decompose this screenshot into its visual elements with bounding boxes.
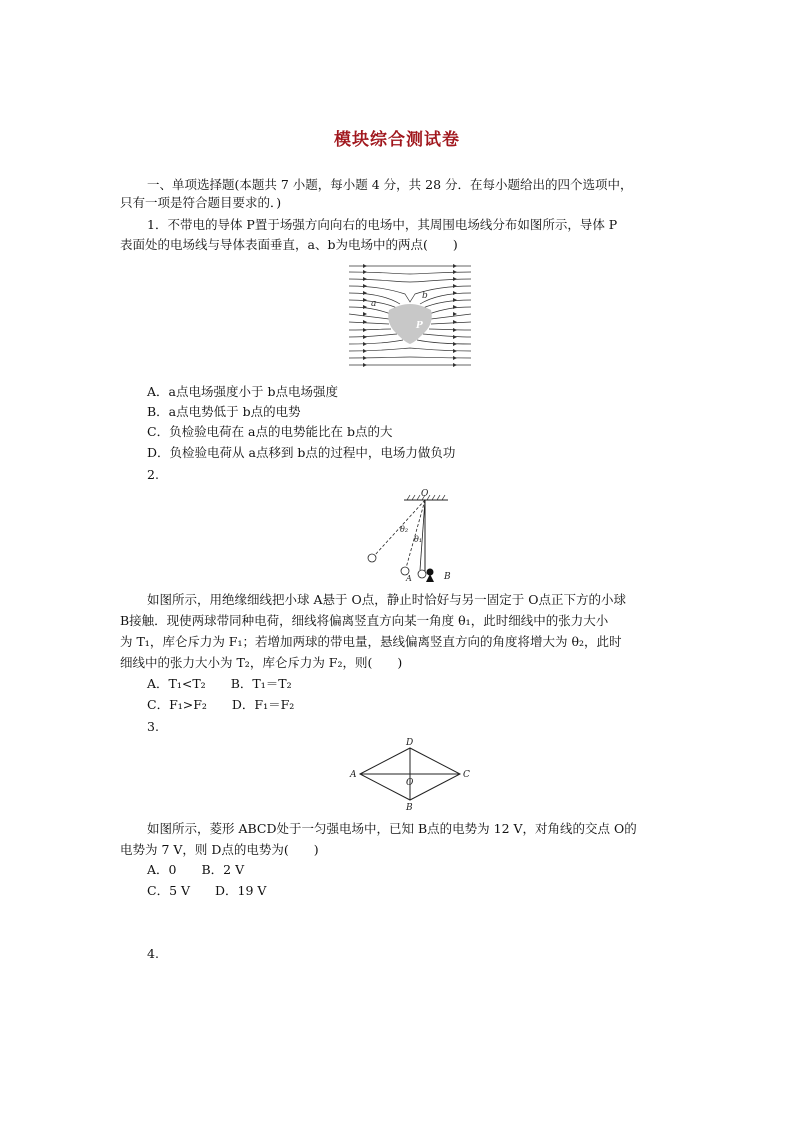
vertex-a-label: A xyxy=(350,770,357,780)
point-b-label: b xyxy=(422,291,428,301)
q3-stem-line1: 如图所示，菱形 ABCD处于一匀强电场中，已知 B点的电势为 12 V，对角线的交点 O的 xyxy=(147,821,637,836)
theta2-label: θ₂ xyxy=(400,525,409,534)
vertex-d-label: D xyxy=(406,738,414,748)
q3-stem-line2: 电势为 7 V，则 D点的电势为( ) xyxy=(120,842,319,857)
q2-stem-line2: B接触．现使两球带同种电荷，细线将偏离竖直方向某一角度 θ₁，此时细线中的张力大小 xyxy=(120,613,609,628)
q3-rhombus-figure xyxy=(346,736,476,812)
q2-options-row2: C．F₁>F₂ D．F₁＝F₂ xyxy=(147,697,295,712)
section-heading-line1: 一、单项选择题(本题共 7 小题，每小题 4 分，共 28 分．在每小题给出的四个选项中， xyxy=(147,177,633,192)
q1-stem-line1: 1．不带电的导体 P置于场强方向向右的电场中，其周围电场线分布如图所示，导体 P xyxy=(147,217,618,232)
ball-b-label: B xyxy=(444,572,451,582)
q2-stem-line3: 为 T₁，库仑斥力为 F₁；若增加两球的带电量，悬线偏离竖直方向的角度将增大为 θ₂，此时 xyxy=(120,634,622,649)
q2-stem-line1: 如图所示，用绝缘细线把小球 A悬于 O点，静止时恰好与另一固定于 O点正下方的小球 xyxy=(147,592,626,607)
theta1-label: θ₁ xyxy=(414,535,423,544)
conductor-p-label: P xyxy=(416,321,423,331)
q1-option-b: B．a点电势低于 b点的电势 xyxy=(147,404,301,419)
q1-option-d: D．负检验电荷从 a点移到 b点的过程中，电场力做负功 xyxy=(147,445,456,460)
q1-field-figure xyxy=(345,262,475,374)
q3-options-row1: A．0 B．2 V xyxy=(147,862,245,877)
q2-number: 2. xyxy=(147,467,159,482)
ball-a-label: A xyxy=(406,574,412,582)
section-heading-line2: 只有一项是符合题目要求的．) xyxy=(120,195,282,210)
vertex-b-label: B xyxy=(406,803,413,812)
q3-options-row2: C．5 V D．19 V xyxy=(147,883,267,898)
point-o-label: O xyxy=(421,489,429,499)
q2-options-row1: A．T₁<T₂ B．T₁＝T₂ xyxy=(147,676,292,691)
q3-number: 3. xyxy=(147,719,159,734)
vertex-c-label: C xyxy=(463,770,470,780)
q1-option-a: A．a点电场强度小于 b点电场强度 xyxy=(147,384,338,399)
q2-pendulum-figure xyxy=(360,486,460,582)
conductor-p-shape xyxy=(388,304,432,344)
q1-option-c: C．负检验电荷在 a点的电势能比在 b点的大 xyxy=(147,424,393,439)
q4-number: 4. xyxy=(147,946,159,961)
q1-stem-line2: 表面处的电场线与导体表面垂直，a、b为电场中的两点( ) xyxy=(120,237,458,252)
q2-stem-line4: 细线中的张力大小为 T₂，库仑斥力为 F₂，则( ) xyxy=(120,655,403,670)
page-title: 模块综合测试卷 xyxy=(334,130,460,150)
center-o-label: O xyxy=(406,778,414,788)
point-a-label: a xyxy=(371,299,377,309)
